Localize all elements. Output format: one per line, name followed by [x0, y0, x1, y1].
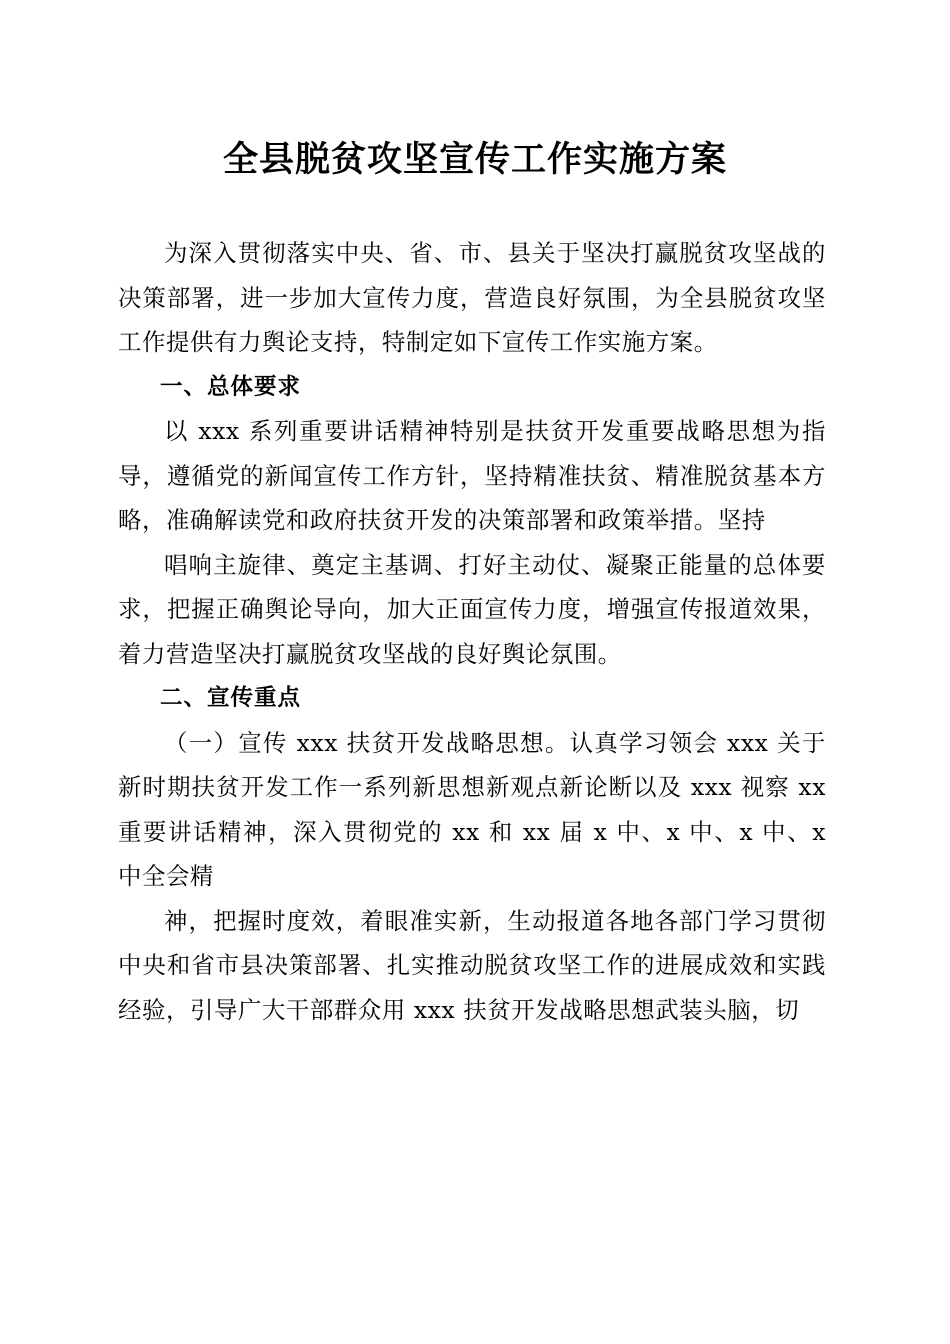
document-body — [118, 231, 826, 1032]
document-title: 全县脱贫攻坚宣传工作实施方案 — [222, 140, 727, 180]
section1-paragraph-2: 唱响主旋律、奠定主基调、打好主动仗、凝聚正能量的总体要求，把握正确舆论导向，加大正面宣传力度，增强宣传报道效果，着力营造坚决打赢脱贫攻坚战的良好舆论氛围。 — [118, 550, 826, 668]
section2-paragraph-1: （一）宣传 xxx 扶贫开发战略思想。认真学习领会 xxx 关于新时期扶贫开发工作一系列新思想新观点新论断以及 xxx 视察 xx 重要讲话精神，深入贯彻党的 xx 和 xx 届 x 中、x 中、x 中、x 中全会精 — [118, 728, 826, 890]
intro-paragraph: 为深入贯彻落实中央、省、市、县关于坚决打赢脱贫攻坚战的决策部署，进一步加大宣传力度，营造良好氛围，为全县脱贫攻坚工作提供有力舆论支持，特制定如下宣传工作实施方案。 — [118, 239, 826, 356]
section1-paragraph-1: 以 xxx 系列重要讲话精神特别是扶贫开发重要战略思想为指导，遵循党的新闻宣传工作方针，坚持精准扶贫、精准脱贫基本方略，准确解读党和政府扶贫开发的决策部署和政策举措。坚持 — [118, 417, 826, 534]
section2-paragraph-2: 神，把握时度效，着眼准实新，生动报道各地各部门学习贯彻中央和省市县决策部署、扎实推动脱贫攻坚工作的进展成效和实践经验，引导广大干部群众用 xxx 扶贫开发战略思想武装头脑，切 — [118, 906, 826, 1024]
section-heading-publicity-focus: 二、宣传重点 — [160, 685, 302, 711]
section-heading-general-requirements: 一、总体要求 — [160, 373, 302, 400]
